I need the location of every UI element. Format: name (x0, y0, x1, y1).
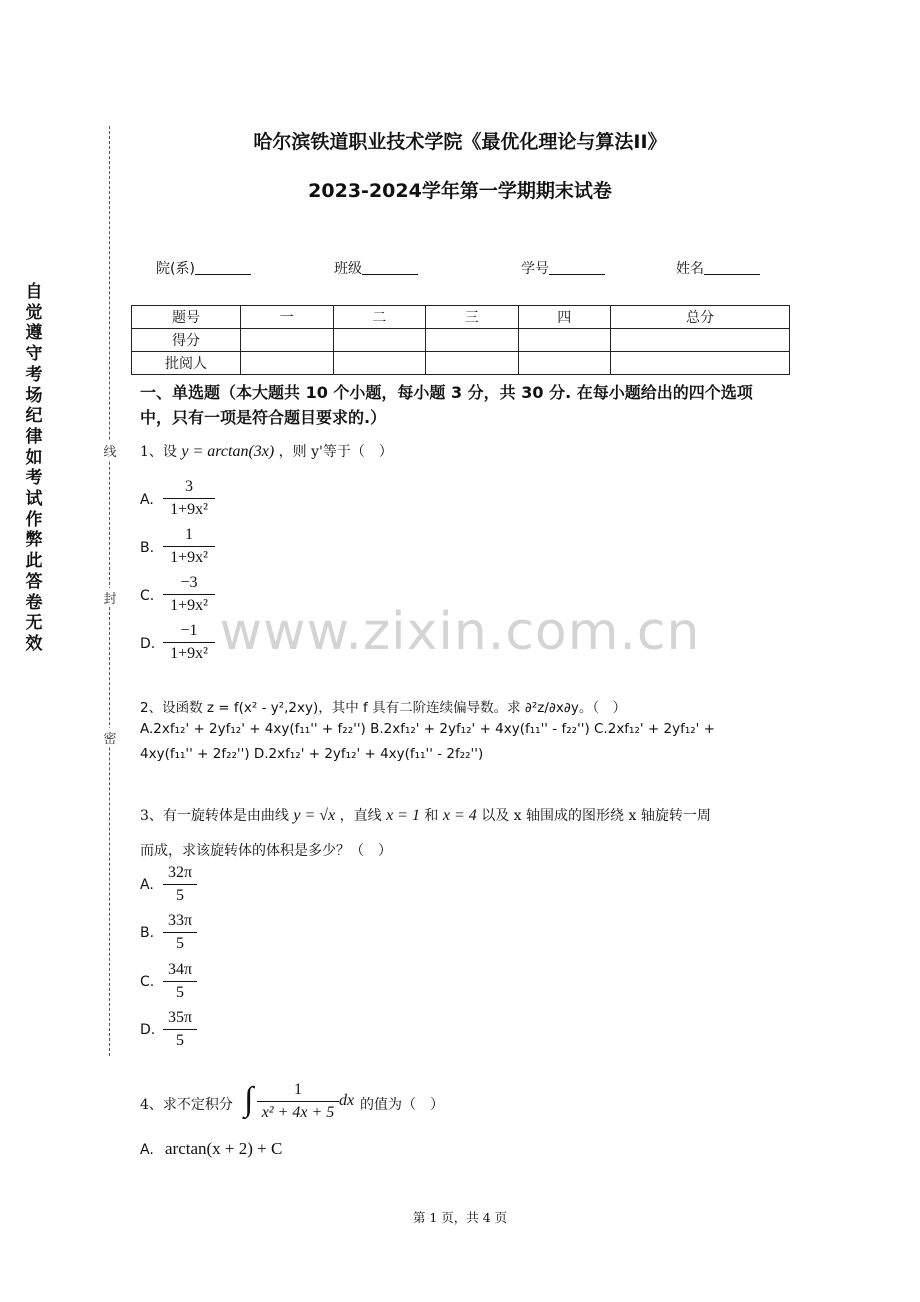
fraction-bar (163, 932, 197, 933)
score-cell[interactable] (333, 329, 426, 352)
header-cell: 四 (518, 306, 611, 329)
score-table (131, 305, 790, 375)
fraction-denominator: 1+9x² (170, 501, 208, 518)
question-3-stem (140, 805, 711, 825)
fraction-denominator: 1+9x² (170, 645, 208, 662)
q1-stem-prefix: 1、设 (140, 444, 177, 460)
grader-row-label: 批阅人 (132, 352, 241, 375)
fraction-numerator: −1 (180, 622, 198, 639)
q3-curve: y = √x (293, 807, 336, 824)
score-cell[interactable] (241, 329, 334, 352)
q3-stem-prefix: 3、有一旋转体是由曲线 (140, 808, 289, 824)
question-2-stem: 2、设函数 z = f(x² - y²,2xy)，其中 f 具有二阶连续偏导数。求 ∂²z/∂x∂y。（ ） (140, 700, 627, 716)
fraction-numerator: 3 (185, 478, 193, 495)
q1-option-a-label[interactable]: A. (140, 492, 154, 508)
fraction-denominator: 1+9x² (170, 597, 208, 614)
question-1-stem (140, 441, 393, 461)
q3-option-c-label[interactable]: C. (140, 974, 155, 990)
score-cell[interactable] (611, 329, 790, 352)
student-id-field (521, 258, 605, 278)
binding-label-secret: 密 (102, 728, 118, 747)
header-cell: 题号 (132, 306, 241, 329)
fraction-denominator: 1+9x² (170, 549, 208, 566)
page-footer: 第 1 页，共 4 页 (412, 1210, 508, 1225)
score-cell[interactable] (518, 329, 611, 352)
question-3-stem-line-2: 而成，求该旋转体的体积是多少？（ ） (140, 843, 392, 859)
fraction-numerator: −3 (180, 574, 198, 591)
question-2-options-line-2[interactable]: 4xy(f₁₁'' + 2f₂₂'') D.2xf₁₂' + 2yf₁₂' + 4xy(f₁₁'' - 2f₂₂'') (140, 746, 484, 762)
grader-cell[interactable] (241, 352, 334, 375)
q4-option-a-label[interactable]: A. (140, 1142, 154, 1158)
fraction-bar (163, 546, 215, 547)
header-cell: 一 (241, 306, 334, 329)
fraction-bar (163, 981, 197, 982)
q3-stem-suffix: 以及 x 轴围成的图形绕 x 轴旋转一周 (481, 808, 711, 824)
q3-line-1: x = 1 (386, 807, 420, 824)
fraction-numerator: 32π (167, 864, 193, 881)
fraction-numerator: 35π (167, 1009, 193, 1026)
binding-label-line: 线 (102, 441, 118, 460)
grader-cell[interactable] (518, 352, 611, 375)
fraction-bar (163, 884, 197, 885)
fraction-denominator: 5 (176, 1032, 184, 1049)
q3-option-a-label[interactable]: A. (140, 877, 154, 893)
grader-cell[interactable] (611, 352, 790, 375)
q1-option-a-fraction[interactable] (163, 478, 215, 519)
exam-title-school-course: 哈尔滨铁道职业技术学院《最优化理论与算法II》 (253, 131, 667, 153)
class-field (334, 258, 418, 278)
fraction-numerator: 1 (294, 1081, 302, 1098)
score-row (132, 329, 790, 352)
fraction-denominator: 5 (176, 984, 184, 1001)
exam-title-term: 2023-2024学年第一学期期末试卷 (308, 180, 612, 202)
score-cell[interactable] (426, 329, 519, 352)
header-cell: 总分 (611, 306, 790, 329)
fraction-denominator: x² + 4x + 5 (261, 1104, 335, 1121)
q3-option-a-fraction[interactable] (163, 864, 197, 905)
score-table-header-row (132, 306, 790, 329)
fraction-bar (163, 498, 215, 499)
q1-option-b-fraction[interactable] (163, 526, 215, 567)
score-row-label: 得分 (132, 329, 241, 352)
student-id-label: 学号 (521, 261, 549, 277)
integral-sign-icon: ∫ (244, 1081, 254, 1118)
q3-option-b-label[interactable]: B. (140, 925, 155, 941)
fraction-numerator: 33π (167, 912, 193, 929)
q3-option-d-fraction[interactable] (163, 1009, 197, 1050)
section-heading-single-choice: 一、单选题（本大题共 10 个小题，每小题 3 分，共 30 分. 在每小题给出的四个选项中，只有一项是符合题目要求的.） (140, 383, 753, 427)
q1-option-b-label[interactable]: B. (140, 540, 155, 556)
fraction-numerator: 1 (185, 526, 193, 543)
q3-stem-and: 和 (424, 808, 439, 824)
q1-option-c-label[interactable]: C. (140, 588, 155, 604)
question-2-options-line-1[interactable]: A.2xf₁₂' + 2yf₁₂' + 4xy(f₁₁'' + f₂₂'') B.2xf₁₂' + 2yf₁₂' + 4xy(f₁₁'' - f₂₂'') C.2xf₁₂' + 2yf₁₂' + (140, 721, 715, 737)
q3-line-2: x = 4 (442, 807, 477, 824)
department-blank (195, 260, 251, 275)
q1-formula: y = arctan(3x) (181, 443, 275, 460)
grader-cell[interactable] (426, 352, 519, 375)
q1-stem-suffix: ，则 y'等于（ ） (278, 444, 393, 460)
q1-option-d-label[interactable]: D. (140, 636, 156, 652)
name-label: 姓名 (676, 261, 704, 277)
student-id-blank (549, 260, 605, 275)
binding-label-seal: 封 (102, 588, 118, 607)
q4-dx: dx (339, 1092, 355, 1109)
name-blank (704, 260, 760, 275)
fraction-denominator: 5 (176, 935, 184, 952)
class-blank (362, 260, 418, 275)
department-field (156, 258, 251, 278)
fraction-bar (163, 594, 215, 595)
fraction-bar (163, 1029, 197, 1030)
name-field (676, 258, 760, 278)
q4-option-a-expression[interactable]: arctan(x + 2) + C (165, 1139, 283, 1158)
question-4-stem-prefix: 4、求不定积分 (140, 1097, 233, 1113)
fraction-numerator: 34π (167, 961, 193, 978)
header-cell: 三 (426, 306, 519, 329)
watermark: www.zixin.com.cn (219, 602, 701, 662)
q3-option-c-fraction[interactable] (163, 961, 197, 1002)
q3-option-b-fraction[interactable] (163, 912, 197, 953)
q4-integrand-fraction (257, 1081, 339, 1122)
class-label: 班级 (334, 261, 362, 277)
grader-row (132, 352, 790, 375)
q3-stem-mid: ，直线 (339, 808, 382, 824)
fraction-bar (257, 1101, 339, 1102)
exam-discipline-notice: 自觉遵守考场纪律如考试作弊此答卷无效 (25, 282, 43, 654)
fraction-denominator: 5 (176, 887, 184, 904)
header-cell: 二 (333, 306, 426, 329)
grader-cell[interactable] (333, 352, 426, 375)
question-4-stem-suffix: 的值为（ ） (360, 1097, 444, 1113)
q3-option-d-label[interactable]: D. (140, 1022, 156, 1038)
department-label: 院(系) (156, 261, 195, 277)
